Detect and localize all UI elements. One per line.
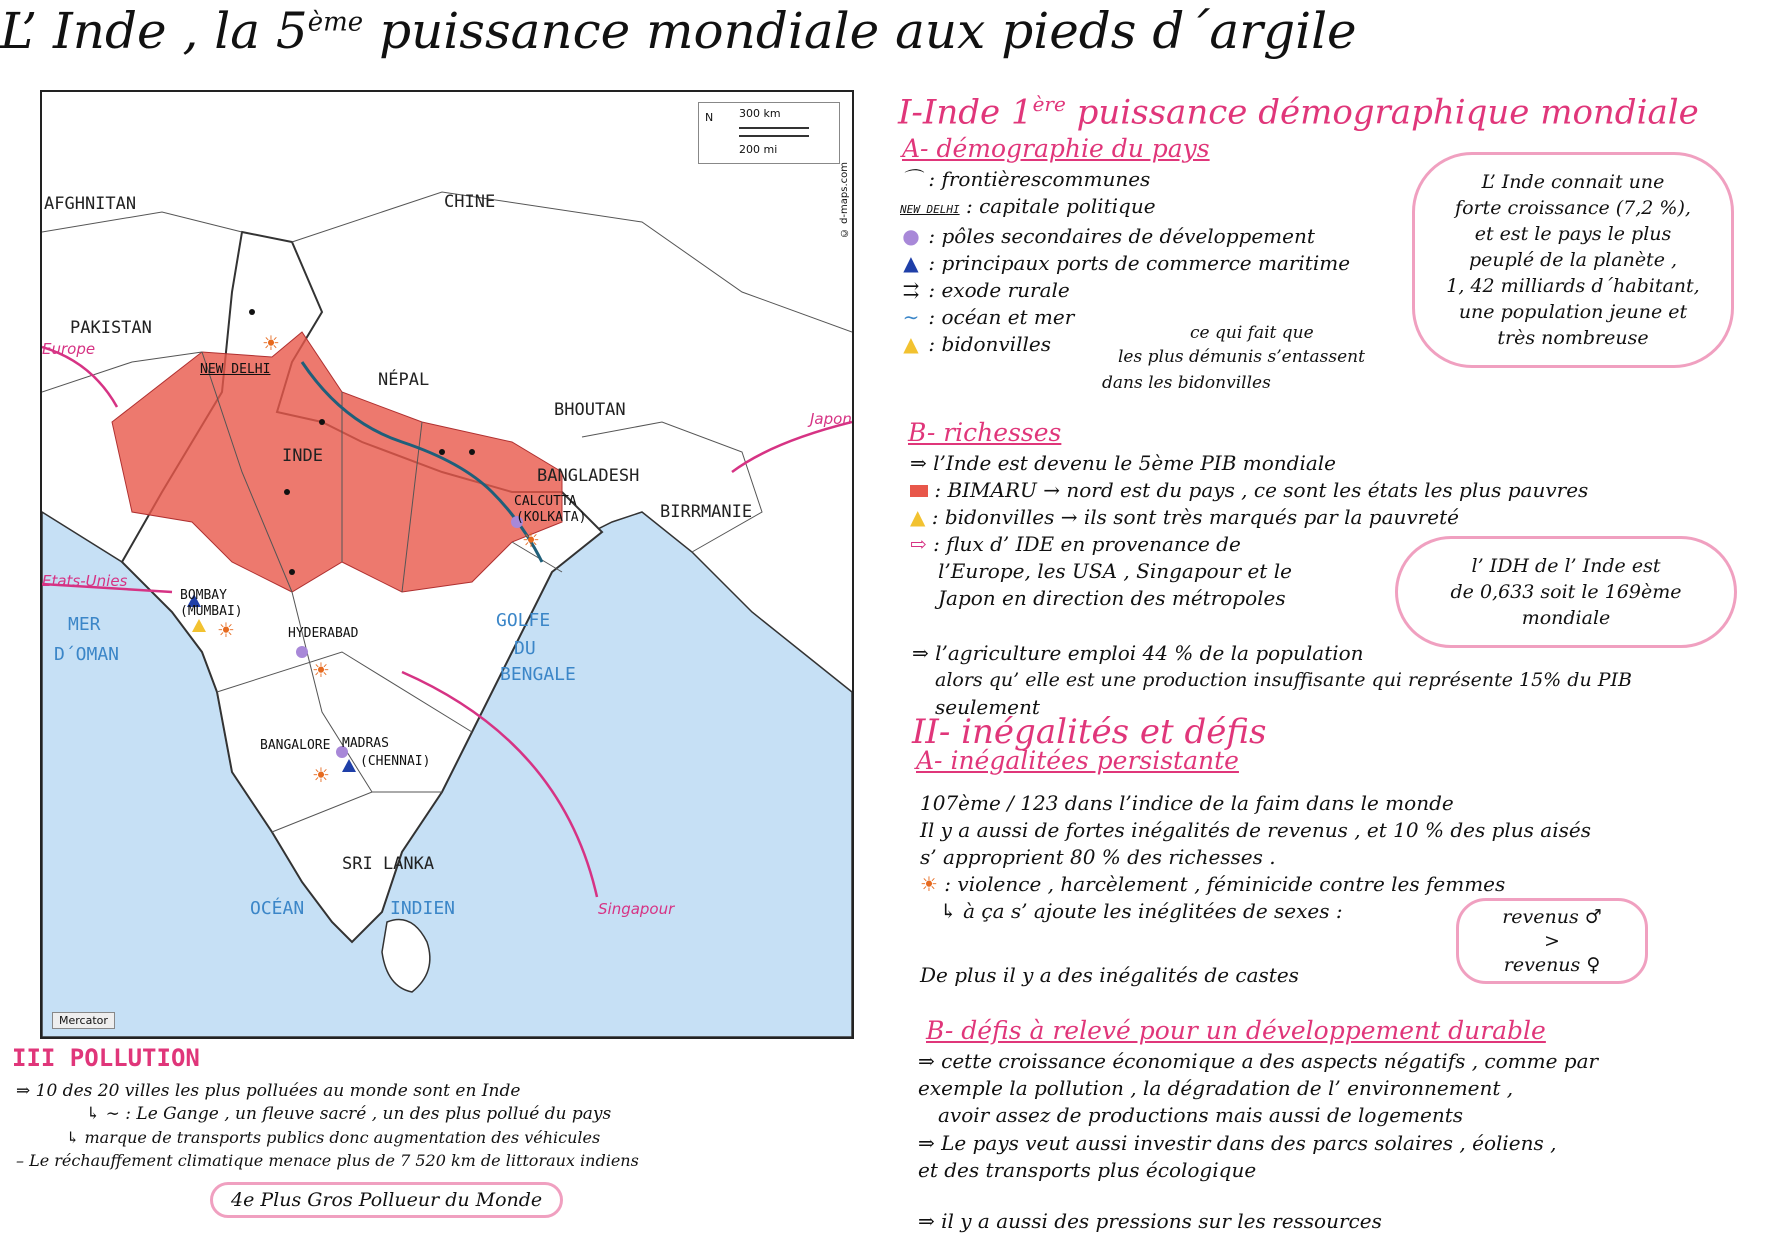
- label-golfe: GOLFE: [496, 610, 551, 631]
- cloud-line: de 0,633 soit le 169ème: [1450, 581, 1682, 603]
- agri-line: ⇒ l’agriculture emploi 44 % de la population: [912, 641, 1364, 665]
- svg-text:☀: ☀: [217, 618, 235, 642]
- revenus-male: revenus ♂: [1502, 906, 1602, 928]
- city-madras: MADRAS: [342, 736, 389, 751]
- castes-line: De plus il y a des inégalités de castes: [920, 963, 1299, 987]
- richesses-line: ⇒ l’Inde est devenu le 5ème PIB mondiale: [910, 451, 1336, 475]
- flow-usa: Etats-Unies: [42, 572, 128, 590]
- cloud-line: très nombreuse: [1497, 327, 1649, 349]
- scale-mi: 200 mi: [739, 143, 778, 156]
- map-svg: [42, 92, 852, 1037]
- legend-item: [900, 277, 1350, 304]
- city-mumbai: (MUMBAI): [180, 604, 243, 619]
- pollution-heading: III POLLUTION: [12, 1044, 200, 1072]
- cloud-line: une population jeune et: [1458, 301, 1688, 323]
- inegalites-line: Il y a aussi de fortes inégalités de revenus , et 10 % des plus aisés: [920, 818, 1591, 842]
- label-bangladesh: BANGLADESH: [537, 466, 640, 486]
- flow-europe: Europe: [42, 340, 96, 358]
- city-chennai: (CHENNAI): [360, 754, 431, 769]
- city-bombay: BOMBAY: [180, 588, 227, 603]
- cloud-line: et est le pays le plus: [1474, 223, 1672, 245]
- scale-km: 300 km: [739, 107, 781, 120]
- pollution-list: [16, 1080, 639, 1172]
- north-label: N: [705, 111, 714, 124]
- cloud-line: peuplé de la planète ,: [1468, 249, 1678, 271]
- slum-icon: ▲: [903, 332, 919, 356]
- richesses-line: ▲ : bidonvilles → ils sont très marqués par la pauvreté: [910, 505, 1459, 529]
- label-afghanistan: AFGHNITAN: [44, 194, 137, 214]
- richesses-line: [910, 477, 1588, 504]
- label-chine: CHINE: [444, 192, 496, 212]
- section1-heading-main: I-Inde 1: [898, 92, 1033, 133]
- title-rest: puissance mondiale aux pieds d´argile: [363, 2, 1357, 60]
- label-bengale: BENGALE: [500, 664, 576, 685]
- city-calcutta: CALCUTTA: [514, 494, 577, 509]
- pollueur-badge: 4e Plus Gros Pollueur du Monde: [210, 1182, 563, 1218]
- capital-label-sample: NEW DELHI: [900, 203, 960, 216]
- label-bhoutan: BHOUTAN: [554, 400, 626, 420]
- revenus-box: [1456, 898, 1648, 984]
- label-inde: INDE: [282, 446, 323, 466]
- pollution-line: ↳ marque de transports publics donc augmentation des véhicules: [66, 1128, 601, 1147]
- note-line: ce qui fait que: [1190, 323, 1314, 343]
- city-newdelhi: NEW DELHI: [200, 362, 271, 377]
- label-indien: INDIEN: [390, 898, 456, 919]
- india-map: [40, 90, 854, 1039]
- section2-heading: II- inégalités et défis: [912, 712, 1267, 752]
- defis-line: exemple la pollution , la dégradation de l’ environnement ,: [918, 1076, 1514, 1100]
- legend-text: : frontièrescommunes: [928, 167, 1151, 191]
- note-line: dans les bidonvilles: [1102, 373, 1271, 393]
- wave-icon: ∼: [902, 305, 920, 329]
- cloud-demographie: [1412, 152, 1734, 368]
- flow-japon: Japon: [810, 410, 852, 428]
- defis-list: [918, 1048, 1598, 1129]
- agri-line: seulement: [935, 695, 1040, 719]
- inegalites-line: ↳ à ça s’ ajoute les inéglitées de sexes :: [940, 899, 1343, 923]
- svg-text:☀: ☀: [312, 658, 330, 682]
- richesses-text: : bidonvilles → ils sont très marqués par la pauvreté: [931, 505, 1459, 529]
- city-kolkata: (KOLKATA): [516, 510, 587, 525]
- legend-text: : capitale politique: [965, 194, 1156, 218]
- svg-text:☀: ☀: [262, 331, 280, 355]
- label-mer: MER: [68, 614, 101, 635]
- label-srilanka: SRI LANKA: [342, 854, 435, 874]
- demographie-heading: A- démographie du pays: [902, 134, 1210, 163]
- inegalites-line: ☀ : violence , harcèlement , féminicide contre les femmes: [920, 872, 1506, 896]
- pole-icon: ●: [902, 224, 920, 248]
- projection-label: Mercator: [52, 1012, 115, 1029]
- note-line: les plus démunis s’entassent: [1118, 347, 1365, 367]
- pollution-line: ⇒ 10 des 20 villes les plus polluées au monde sont en Inde: [16, 1081, 521, 1101]
- section1-heading-sup: ère: [1032, 92, 1066, 116]
- legend-item: [900, 250, 1350, 277]
- richesses-line: ⇨ : flux d’ IDE en provenance de: [910, 532, 1241, 556]
- legend-text: : pôles secondaires de développement: [928, 224, 1315, 248]
- section1-heading-rest: puissance démographique mondiale: [1065, 92, 1699, 133]
- label-nepal: NÉPAL: [378, 370, 430, 390]
- agri-line: alors qu’ elle est une production insuffisante qui représente 15% du PIB: [935, 669, 1632, 691]
- legend-text: : exode rurale: [928, 278, 1070, 302]
- richesses-line: Japon en direction des métropoles: [938, 586, 1286, 610]
- legend-item: [900, 223, 1350, 250]
- legend-text: : principaux ports de commerce maritime: [928, 251, 1351, 275]
- map-scale: [698, 102, 840, 164]
- svg-text:☀: ☀: [312, 763, 330, 787]
- defis-line: ⇒ il y a aussi des pressions sur les ressources: [918, 1209, 1382, 1233]
- revenus-female: revenus ♀: [1503, 954, 1601, 976]
- port-icon: ▲: [903, 251, 919, 275]
- title-main: L’ Inde , la 5: [0, 2, 308, 60]
- legend-text: : océan et mer: [928, 305, 1075, 329]
- pollution-line: ↳ ∼ : Le Gange , un fleuve sacré , un des plus pollué du pays: [86, 1104, 612, 1124]
- legend-text: : bidonvilles: [928, 332, 1051, 356]
- richesses-text: : flux d’ IDE en provenance de: [933, 532, 1241, 556]
- richesses-text: : BIMARU → nord est du pays , ce sont les états les plus pauvres: [934, 478, 1589, 502]
- revenus-gt: >: [1544, 930, 1560, 952]
- inegalites-text: : violence , harcèlement , féminicide contre les femmes: [944, 872, 1506, 896]
- title-sup: ème: [307, 7, 364, 38]
- border-icon: ⌒: [901, 167, 921, 191]
- scale-bar: [739, 127, 809, 137]
- exode-arrow-icon: ⇉: [902, 278, 920, 302]
- label-pakistan: PAKISTAN: [70, 318, 152, 338]
- svg-text:☀: ☀: [522, 528, 540, 552]
- label-oman: D´OMAN: [54, 644, 120, 665]
- defis-heading: B- défis à relevé pour un développement durable: [926, 1016, 1546, 1045]
- defis-line: et des transports plus écologique: [918, 1158, 1257, 1182]
- label-birmanie: BIRRMANIE: [660, 502, 753, 522]
- defis-line: ⇒ Le pays veut aussi investir dans des parcs solaires , éoliens ,: [918, 1131, 1557, 1155]
- cloud-line: l’ IDH de l’ Inde est: [1471, 555, 1661, 577]
- defis-line: avoir assez de productions mais aussi de logements: [938, 1103, 1464, 1127]
- page-title: [0, 2, 1767, 60]
- richesses-heading: B- richesses: [908, 418, 1062, 447]
- cloud-line: L’ Inde connait une: [1481, 171, 1665, 193]
- inegalites-line: 107ème / 123 dans l’indice de la faim dans le monde: [920, 791, 1454, 815]
- label-ocean: OCÉAN: [250, 898, 305, 919]
- city-bangalore: BANGALORE: [260, 738, 331, 753]
- cloud-idh: [1395, 536, 1737, 648]
- legend-item: [900, 193, 1350, 223]
- cloud-line: forte croissance (7,2 %),: [1455, 197, 1691, 219]
- cloud-line: 1, 42 milliards d´habitant,: [1446, 275, 1700, 297]
- section1-heading: [898, 92, 1699, 132]
- cloud-line: mondiale: [1521, 607, 1611, 629]
- defis-line: ⇒ cette croissance économique a des aspects négatifs , comme par: [918, 1049, 1599, 1073]
- label-du: DU: [514, 638, 536, 659]
- pollution-line: – Le réchauffement climatique menace plus de 7 520 km de littoraux indiens: [16, 1151, 639, 1170]
- map-credit: © d-maps.com: [839, 162, 850, 239]
- legend-item: [900, 166, 1350, 193]
- inegalites-heading: A- inégalitées persistante: [916, 746, 1239, 775]
- inegalites-line: s’ approprient 80 % des richesses .: [920, 845, 1276, 869]
- city-hyderabad: HYDERABAD: [288, 626, 359, 641]
- flow-singapour: Singapour: [598, 900, 675, 918]
- richesses-line: l’Europe, les USA , Singapour et le: [938, 559, 1292, 583]
